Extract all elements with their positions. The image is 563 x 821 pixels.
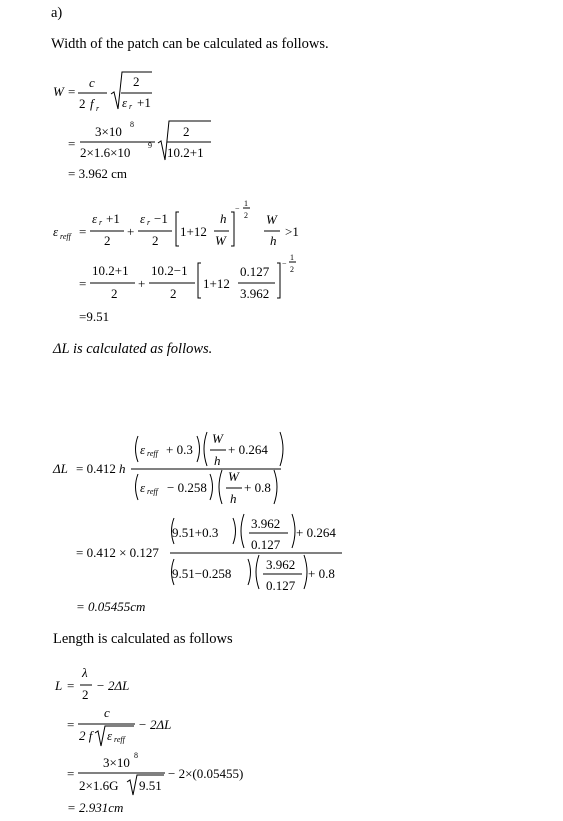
dl-result: = 0.05455cm	[76, 599, 146, 614]
dl-den-eps: ε	[140, 480, 146, 495]
l3-sqrt: 9.51	[139, 778, 162, 793]
l3-rest: − 2×(0.05455)	[168, 766, 244, 781]
eps-t1-sub: r	[99, 218, 103, 227]
eps-n-plus: +	[138, 276, 146, 291]
intro-length-text: Length is calculated as follows	[53, 631, 233, 647]
dl-n-den-frac-num: 3.962	[266, 557, 296, 572]
dl-num-eps-sub: reff	[147, 449, 158, 458]
dl-eq-coef: = 0.412	[76, 461, 116, 476]
eps-exp-den: 2	[244, 211, 248, 220]
w2-num-exp: 8	[130, 120, 134, 129]
l3-eq: =	[67, 766, 75, 781]
eps-t1-den: 2	[104, 233, 111, 248]
eps-t2-rest: −1	[154, 211, 168, 226]
dl-h: h	[119, 461, 126, 476]
l-two: 2	[82, 687, 89, 702]
w-den-sub: r	[96, 104, 100, 113]
dl-n-eq: = 0.412 × 0.127	[76, 545, 159, 560]
w-eq: =	[68, 84, 76, 99]
w-den-f: f	[90, 96, 94, 111]
eps-plus: +	[127, 224, 135, 239]
dl-n-den-frac-den: 0.127	[266, 578, 296, 593]
dl-n-num-rest: + 0.264	[296, 525, 336, 540]
eps-n-exp-den: 2	[290, 265, 294, 274]
l2-den-sub: reff	[114, 735, 125, 744]
eps-cond-gt: >1	[285, 224, 299, 239]
w2-sqrt-den: 10.2+1	[167, 145, 204, 160]
w-result: = 3.962 cm	[68, 166, 127, 181]
eps-lhs-sub: reff	[60, 232, 71, 241]
dl-num-h: h	[214, 453, 221, 468]
eps-t1-eps: ε	[92, 211, 98, 226]
dl-num-W: W	[212, 431, 223, 446]
dl-n-num-frac-den: 0.127	[251, 537, 281, 552]
w-lhs: W	[53, 84, 64, 99]
eps-br-W: W	[215, 233, 226, 248]
eps-t2-eps: ε	[140, 211, 146, 226]
eps-result: =9.51	[79, 309, 110, 324]
eps-n-t2-num: 10.2−1	[151, 263, 188, 278]
eps-eq: =	[79, 224, 87, 239]
eps-n-t2-den: 2	[170, 286, 177, 301]
intro-width-text: Width of the patch can be calculated as follows.	[51, 36, 329, 52]
eps-cond-h: h	[270, 233, 277, 248]
dl-den-eps-sub: reff	[147, 487, 158, 496]
eps-n-t1-num: 10.2+1	[92, 263, 129, 278]
l-result: = 2.931cm	[67, 800, 124, 815]
w-sqrt-eps: ε	[122, 95, 128, 110]
eps-lhs: ε	[53, 224, 59, 239]
dl-num-rest1: + 0.3	[166, 442, 193, 457]
eps-exp-minus: −	[235, 204, 240, 213]
eps-n-t1-den: 2	[111, 286, 118, 301]
l3-num: 3×10	[103, 755, 130, 770]
w-den-2: 2	[79, 96, 86, 111]
eps-t2-den: 2	[152, 233, 159, 248]
l3-den: 2×1.6G	[79, 778, 119, 793]
eps-n-exp-num: 1	[290, 253, 294, 262]
w-sqrt-num: 2	[133, 74, 140, 89]
l-lambda: λ	[82, 665, 88, 680]
dl-n-num-paren: 9.51+0.3	[172, 525, 219, 540]
dl-lhs: ΔL	[53, 461, 68, 476]
dl-den-h: h	[230, 491, 237, 506]
w-sqrt-rest: +1	[137, 95, 151, 110]
eps-n-br-den: 3.962	[240, 286, 270, 301]
w2-num: 3×10	[95, 124, 122, 139]
dl-den-rest: − 0.258	[167, 480, 207, 495]
w-sqrt-sub: r	[129, 102, 133, 111]
w2-sqrt-num: 2	[183, 124, 190, 139]
l-minus-2dl: − 2ΔL	[96, 678, 130, 693]
eps-br-content: 1+12	[180, 224, 207, 239]
part-label: a)	[51, 5, 63, 21]
l2-rest: − 2ΔL	[138, 717, 172, 732]
dl-n-num-frac-num: 3.962	[251, 516, 281, 531]
l2-num: c	[104, 705, 110, 720]
w-num: c	[89, 75, 95, 90]
eps-cond-W: W	[266, 212, 277, 227]
dl-n-den-rest: + 0.8	[308, 566, 335, 581]
l2-den-2f: 2 f	[79, 728, 93, 743]
eps-n-br: 1+12	[203, 276, 230, 291]
eps-t1-rest: +1	[106, 211, 120, 226]
dl-den-W: W	[228, 469, 239, 484]
l-lhs: L	[55, 678, 63, 693]
dl-num-rest2: + 0.264	[228, 442, 268, 457]
eps-exp-num: 1	[244, 199, 248, 208]
l2-eq: =	[67, 717, 75, 732]
intro-delta-text: ΔL is calculated as follows.	[53, 341, 213, 357]
l3-num-exp: 8	[134, 751, 138, 760]
w2-eq: =	[68, 136, 76, 151]
eps-br-h: h	[220, 211, 227, 226]
eps-n-br-num: 0.127	[240, 264, 270, 279]
dl-num-eps: ε	[140, 442, 146, 457]
eps-n-exp-minus: −	[282, 259, 287, 268]
l2-den-eps: ε	[107, 728, 113, 743]
w2-den-exp: 9	[148, 141, 152, 150]
dl-den-tail: + 0.8	[244, 480, 271, 495]
eps-n-eq: =	[79, 276, 87, 291]
eps-t2-sub: r	[147, 218, 151, 227]
w2-den: 2×1.6×10	[80, 145, 131, 160]
dl-n-den-paren: 9.51−0.258	[172, 566, 232, 581]
l-eq: =	[67, 678, 75, 693]
